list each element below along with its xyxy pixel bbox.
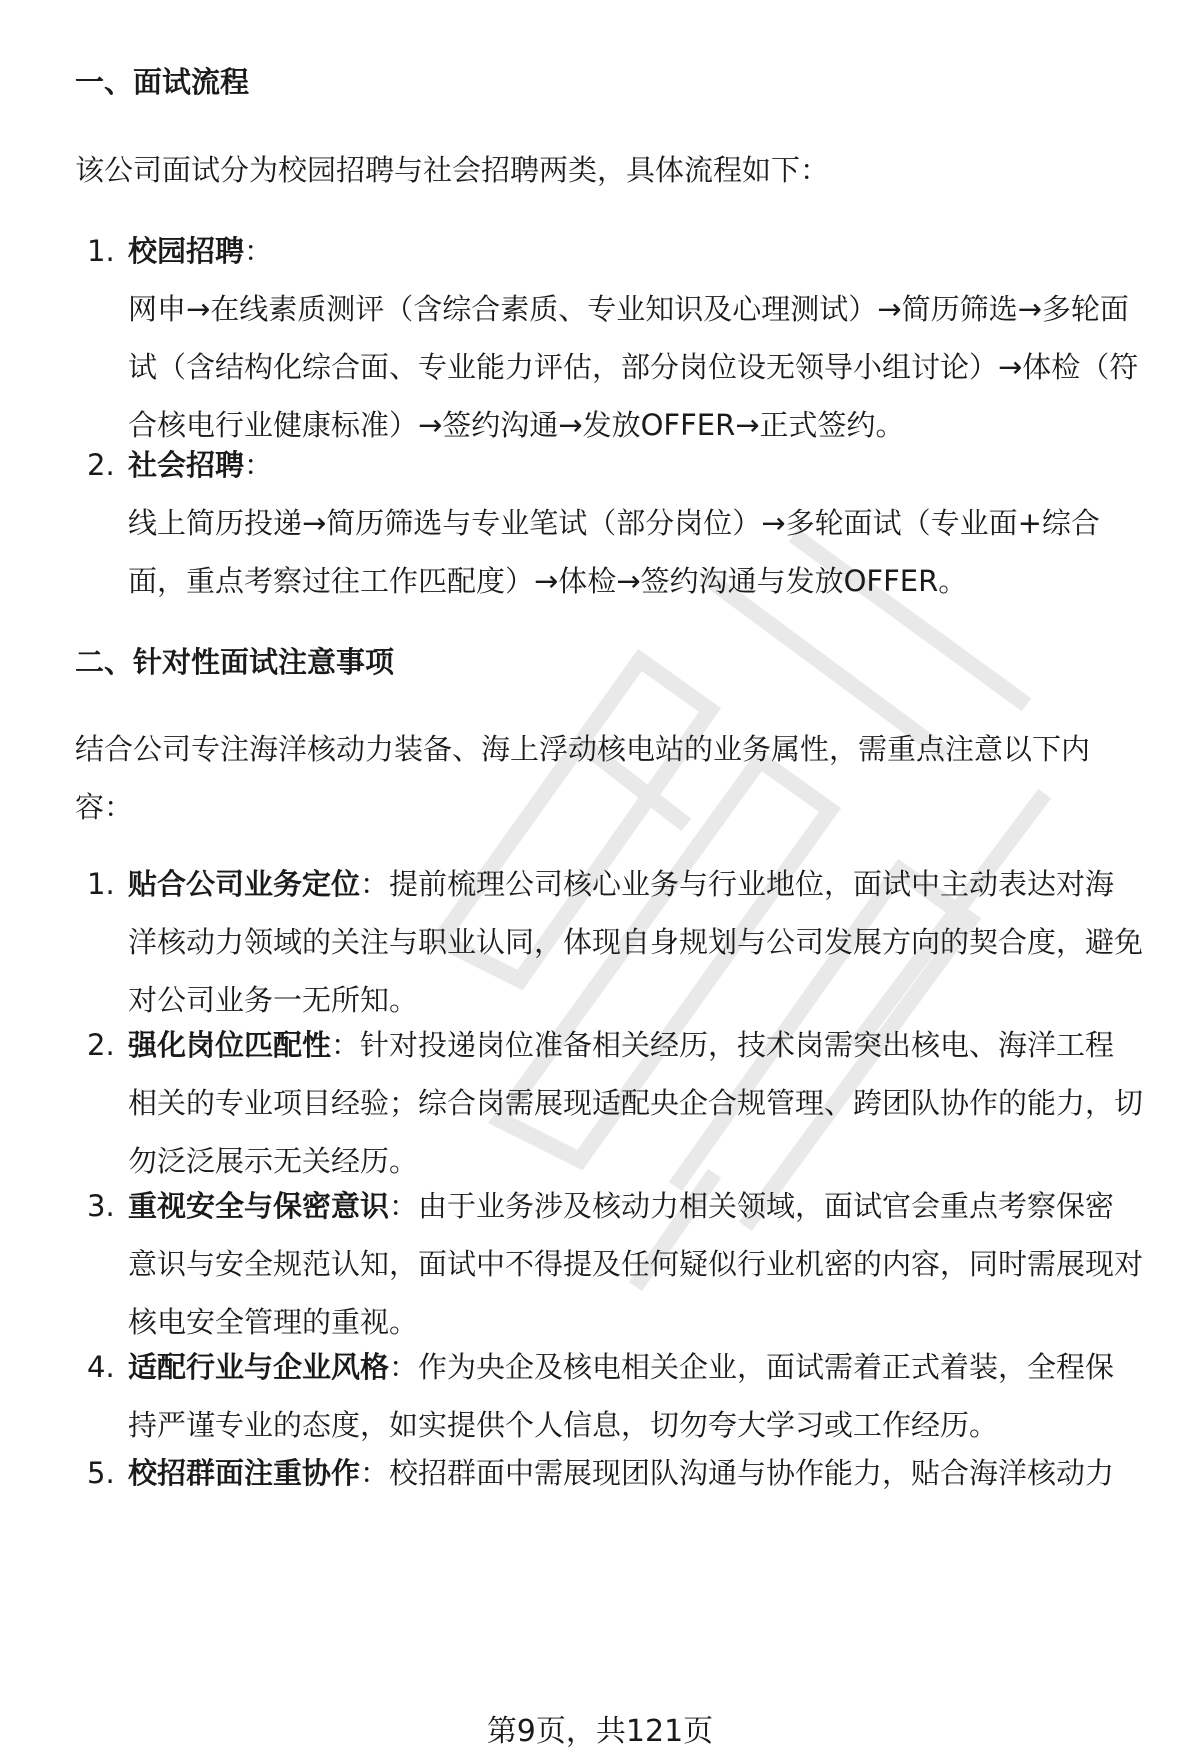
list-item-separator: ： <box>331 1028 361 1062</box>
page-number-footer: 第9页，共121页 <box>486 1714 714 1749</box>
list-item <box>75 436 1145 610</box>
list-item-label: 社会招聘 <box>128 448 245 482</box>
list-item-body <box>128 222 1143 454</box>
list-item <box>75 1338 1145 1454</box>
list-item-body <box>128 1444 1143 1502</box>
list-item-body <box>128 436 1143 610</box>
list-item <box>75 855 1145 1029</box>
list-item-separator: ： <box>360 1456 390 1490</box>
section-heading-interview-process: 一、面试流程 <box>75 65 250 99</box>
list-item <box>75 1444 1145 1502</box>
list-item-label: 贴合公司业务定位 <box>128 867 361 901</box>
list-item-text: 提前梳理公司核心业务与行业地位，面试中主动表达对海洋核动力领域的关注与职业认同，体现自身规划与公司发展方向的契合度，避免对公司业务一无所知。 <box>128 867 1144 1017</box>
list-item-body <box>128 1177 1143 1351</box>
list-item-label: 适配行业与企业风格 <box>128 1350 390 1384</box>
list-item-text: 校招群面中需展现团队沟通与协作能力，贴合海洋核动力 <box>389 1456 1115 1490</box>
list-item-separator: ： <box>244 234 274 268</box>
list-item-number: 1. <box>87 234 115 268</box>
list-item-number: 4. <box>87 1350 115 1384</box>
list-item-body <box>128 1016 1143 1190</box>
list-item-text: 线上简历投递→简历筛选与专业笔试（部分岗位）→多轮面试（专业面+综合面，重点考察过往工作匹配度）→体检→签约沟通与发放OFFER。 <box>128 506 1100 598</box>
list-item-text: 由于业务涉及核动力相关领域，面试官会重点考察保密意识与安全规范认知，面试中不得提及任何疑似行业机密的内容，同时需展现对核电安全管理的重视。 <box>128 1189 1144 1339</box>
list-item-number: 3. <box>87 1189 115 1223</box>
list-item <box>75 1016 1145 1190</box>
list-item-body <box>128 855 1143 1029</box>
list-item-text: 作为央企及核电相关企业，面试需着正式着装，全程保持严谨专业的态度，如实提供个人信息，切勿夸大学习或工作经历。 <box>128 1350 1115 1442</box>
list-item-text: 针对投递岗位准备相关经历，技术岗需突出核电、海洋工程相关的专业项目经验；综合岗需展现适配央企合规管理、跨团队协作的能力，切勿泛泛展示无关经历。 <box>128 1028 1144 1178</box>
section-intro-paragraph: 结合公司专注海洋核动力装备、海上浮动核电站的业务属性，需重点注意以下内容： <box>75 732 1091 824</box>
list-item-label: 校园招聘 <box>128 234 245 268</box>
list-item-number: 2. <box>87 448 115 482</box>
list-item-separator: ： <box>389 1189 419 1223</box>
list-item-text: 网申→在线素质测评（含综合素质、专业知识及心理测试）→简历筛选→多轮面试（含结构化综合面、专业能力评估，部分岗位设无领导小组讨论）→体检（符合核电行业健康标准）→签约沟通→发放OFFER→正式签约。 <box>128 292 1139 442</box>
list-item-number: 5. <box>87 1456 115 1490</box>
list-item <box>75 1177 1145 1351</box>
list-item-label: 重视安全与保密意识 <box>128 1189 390 1223</box>
list-item-separator: ： <box>244 448 274 482</box>
list-item-body <box>128 1338 1143 1454</box>
list-item-separator: ： <box>360 867 390 901</box>
section-intro-paragraph: 该公司面试分为校园招聘与社会招聘两类，具体流程如下： <box>75 153 830 187</box>
section-heading-interview-tips: 二、针对性面试注意事项 <box>75 645 395 679</box>
list-item-number: 1. <box>87 867 115 901</box>
list-item-label: 强化岗位匹配性 <box>128 1028 332 1062</box>
list-item-label: 校招群面注重协作 <box>128 1456 361 1490</box>
list-item-separator: ： <box>389 1350 419 1384</box>
list-item-number: 2. <box>87 1028 115 1062</box>
list-item <box>75 222 1145 454</box>
